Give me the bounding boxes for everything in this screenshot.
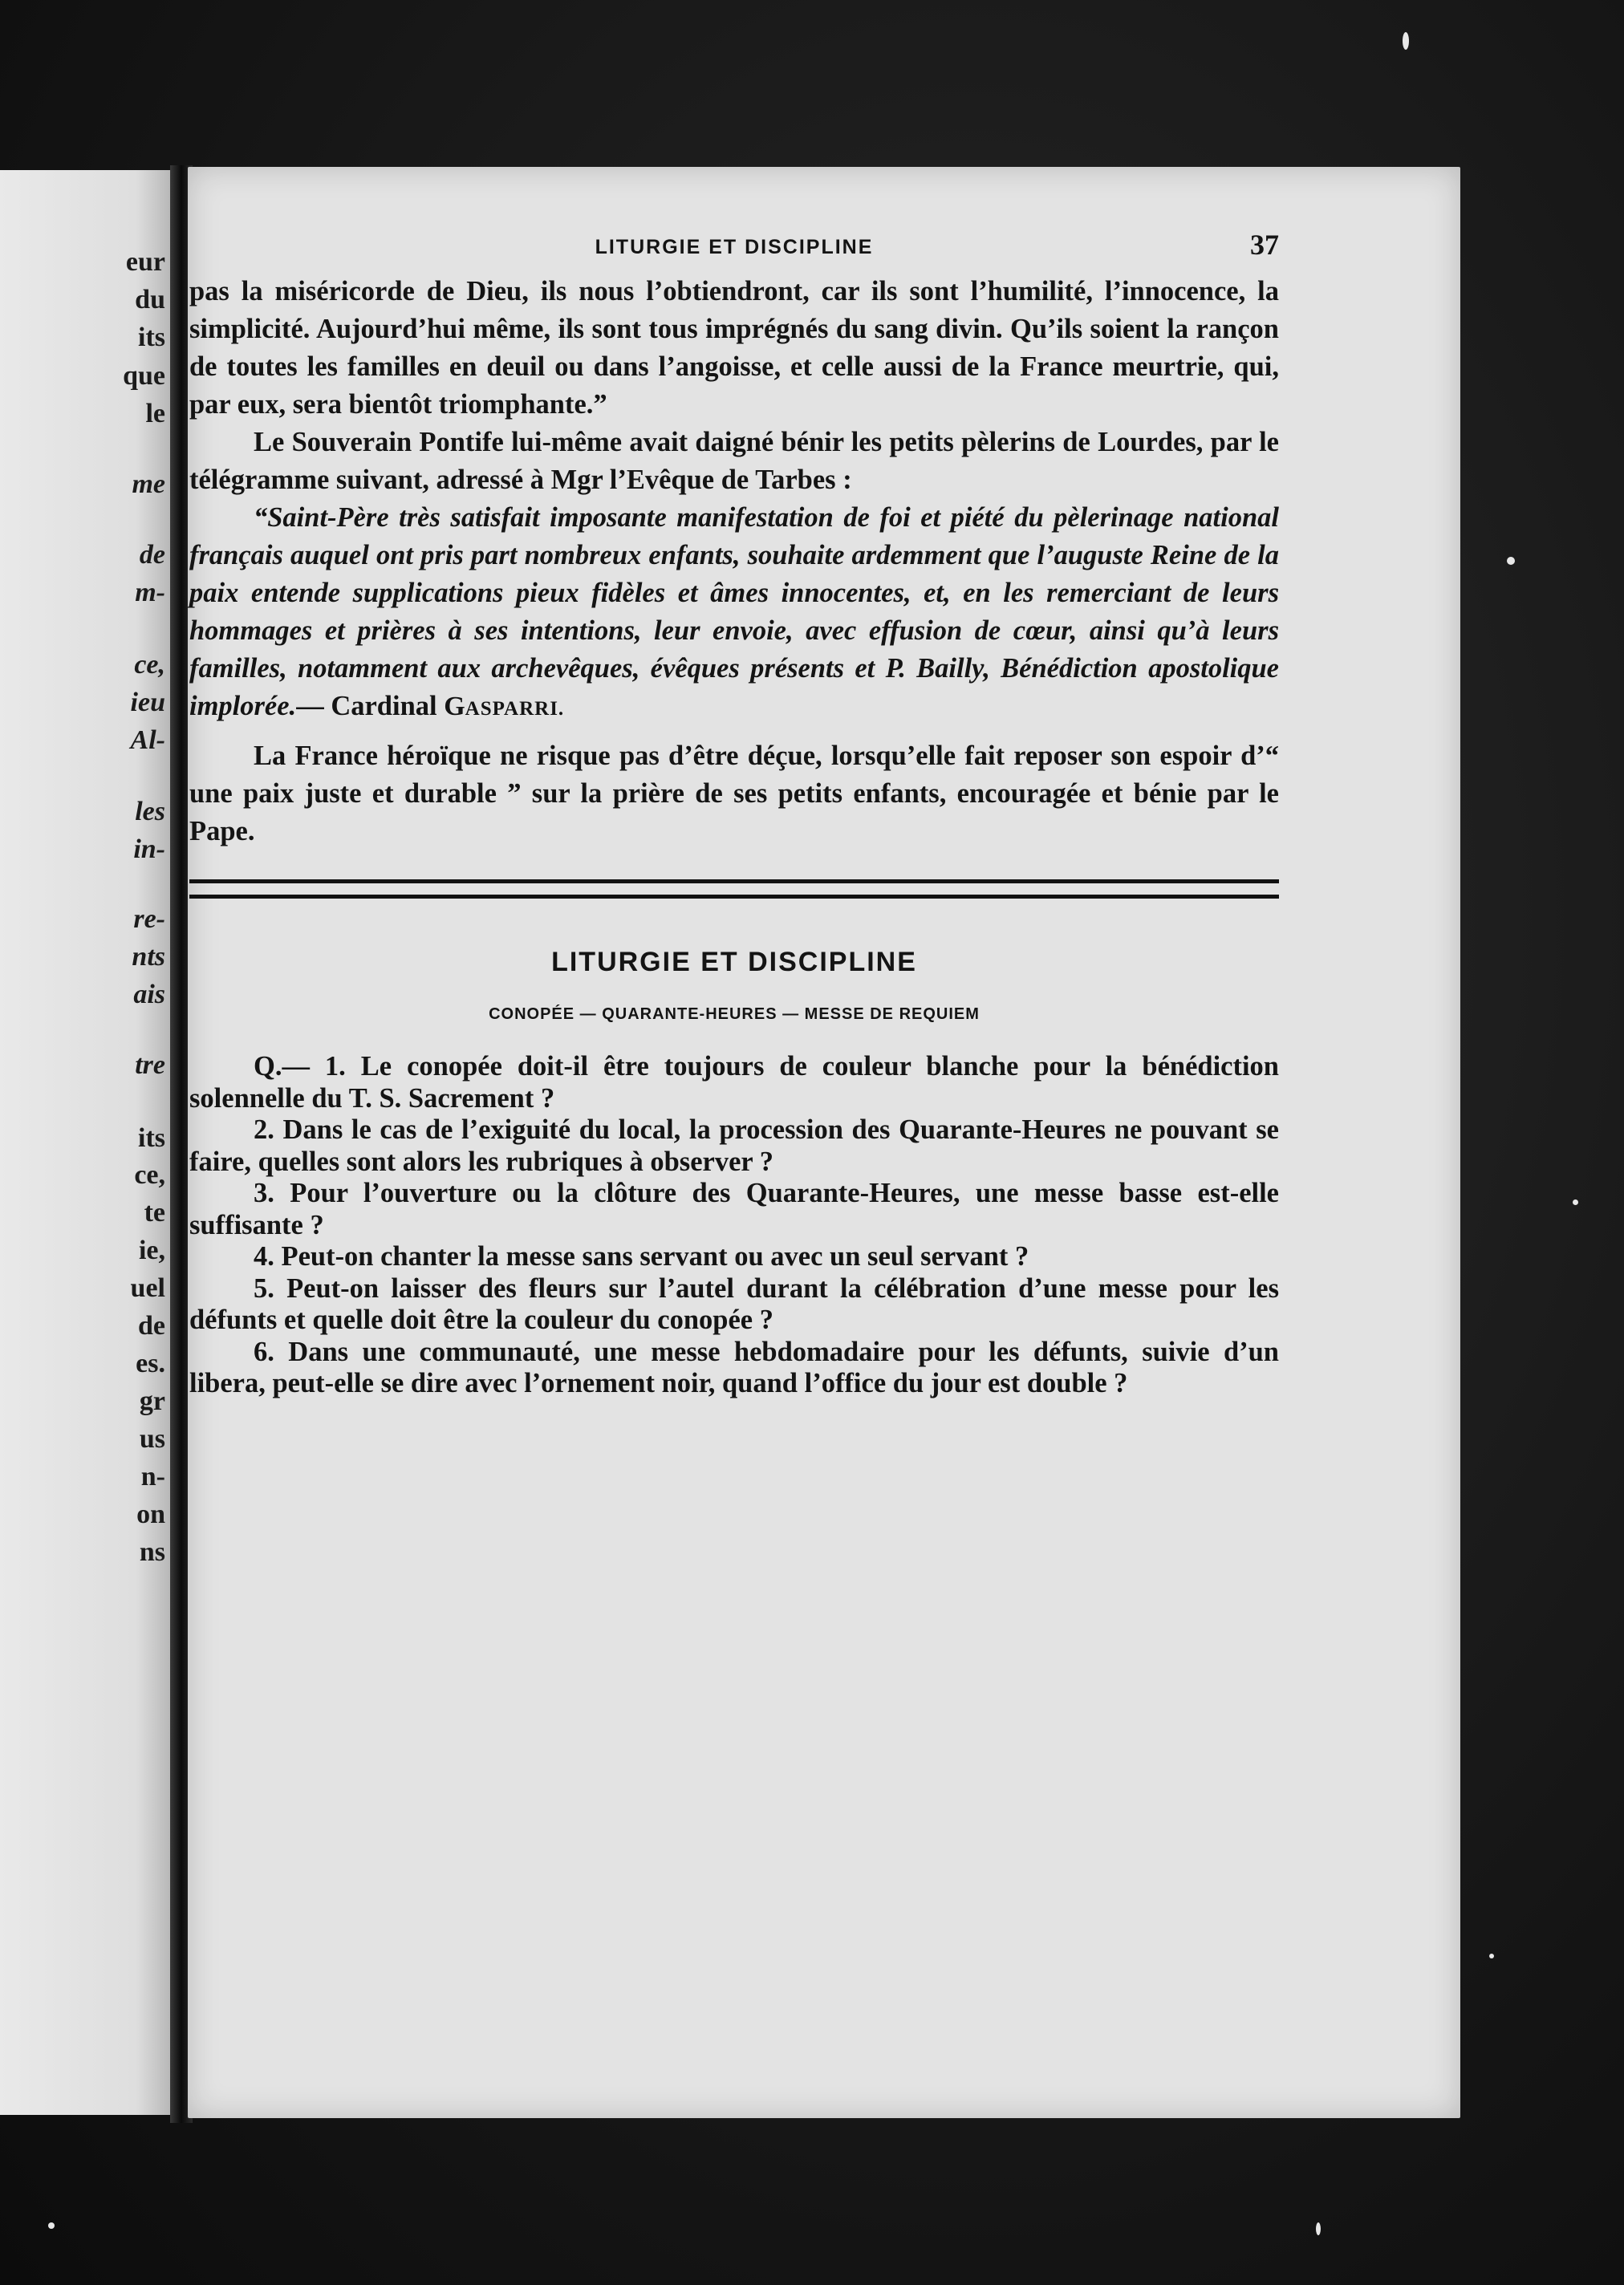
left-page-fragment: ais [133, 980, 165, 1009]
telegram-quote [189, 499, 1279, 728]
left-page-fragment: its [138, 1123, 165, 1153]
left-page-fragment: its [138, 323, 165, 352]
left-page-fragment: m- [135, 578, 165, 607]
left-page-fragment: ns [139, 1537, 165, 1567]
left-page-fragment: de [139, 540, 165, 570]
question-item: 5. Peut-on laisser des fleurs sur l’autel durant la célébration d’une messe pour les défunts et quelle doit être la couleur du conopée ? [189, 1272, 1279, 1335]
left-page-fragment: que [123, 361, 165, 391]
left-page-fragment: es. [136, 1349, 165, 1378]
left-page-fragment: te [144, 1198, 165, 1228]
question-list [189, 1051, 1279, 1400]
question-item: 6. Dans une communauté, une messe hebdomadaire pour les défunts, suivie d’un libera, peut-elle se dire avec l’ornement noir, quand l’office du jour est double ? [189, 1336, 1279, 1398]
left-page-fragment: us [139, 1424, 165, 1454]
left-page-fragment: nts [132, 942, 165, 972]
section-title: LITURGIE ET DISCIPLINE [551, 947, 917, 977]
section-divider [189, 879, 1279, 899]
page-number: 37 [1250, 229, 1279, 261]
quote-signature [444, 691, 564, 721]
left-page-fragment: Al- [130, 725, 165, 755]
paragraph-continuation: pas la miséricorde de Dieu, ils nous l’obtiendront, car ils sont l’humilité, l’innocence, la simplicité. Aujourd’hui même, ils sont tous imprégnés du sang divin. Qu’ils soient la rançon de toutes les familles en deuil ou dans l’angoisse, et celle aussi de la France meurtrie, qui, par eux, sera bientôt triomphante.” [189, 276, 1279, 420]
left-page-edge [0, 170, 170, 2115]
left-page-fragment: gr [139, 1386, 165, 1416]
quote-signature-prefix: — Cardinal [296, 691, 437, 721]
section-subtitle: CONOPÉE — QUARANTE-HEURES — MESSE DE REQUIEM [489, 1005, 980, 1023]
left-page-fragment: les [135, 797, 165, 826]
left-page-fragment: n- [140, 1462, 165, 1492]
paragraph-france: La France héroïque ne risque pas d’être déçue, lorsqu’elle fait reposer son espoir d’“ une paix juste et durable ” sur la prière de ses petits enfants, encouragée et bénie par le Pape. [189, 741, 1279, 846]
left-page-fragment: me [132, 469, 165, 499]
left-page-fragment: ce, [134, 1160, 165, 1190]
left-page-fragment: du [135, 285, 165, 315]
left-page-fragment: eur [125, 247, 165, 277]
left-page-fragment: ce, [134, 650, 165, 680]
question-item: 2. Dans le cas de l’exiguité du local, la procession des Quarante-Heures ne pouvant se faire, quelles sont alors les rubriques à observer ? [189, 1114, 1279, 1177]
running-title: LITURGIE ET DISCIPLINE [595, 236, 874, 258]
question-item: 3. Pour l’ouverture ou la clôture des Quarante-Heures, une messe basse est-elle suffisante ? [189, 1178, 1279, 1240]
left-page-fragment: re- [133, 904, 165, 934]
question-item: 4. Peut-on chanter la messe sans servant ou avec un seul servant ? [254, 1241, 1029, 1272]
signature-initial: G [444, 692, 465, 721]
signature-rest: ASPARRI. [465, 698, 565, 720]
telegram-quote-text: “Saint-Père très satisfait imposante manifestation de foi et piété du pèlerinage national français auquel ont pris part nombreux enfants, souhaite ardemment que l’auguste Reine de la paix entende supplications pieux fidèles et âmes innocentes, et, en les remerciant de leurs hommages et prières à ses intentions, leur envoie, avec effusion de cœur, ainsi qu’à leurs familles, notamment aux archevêques, évêques présents et P. Bailly, Bénédiction apostolique implorée. [189, 502, 1279, 721]
left-page-fragment: uel [130, 1273, 165, 1303]
question-item: Q.— 1. Le conopée doit-il être toujours de couleur blanche pour la bénédiction solennelle du T. S. Sacrement ? [189, 1051, 1279, 1114]
left-page-fragment: ieu [130, 688, 165, 717]
left-page-fragment: le [145, 399, 165, 428]
page-content [189, 225, 1279, 1400]
left-page-fragment: tre [135, 1050, 165, 1080]
left-page-fragment: ie, [138, 1236, 165, 1265]
running-head [189, 225, 1279, 273]
left-page-fragment: de [138, 1311, 165, 1341]
paragraph-pope-blessing: Le Souverain Pontife lui-même avait daigné bénir les petits pèlerins de Lourdes, par le télégramme suivant, adressé à Mgr l’Evêque de Tarbes : [189, 427, 1279, 495]
left-page-fragment: in- [133, 834, 165, 864]
left-page-fragment: on [136, 1500, 165, 1529]
